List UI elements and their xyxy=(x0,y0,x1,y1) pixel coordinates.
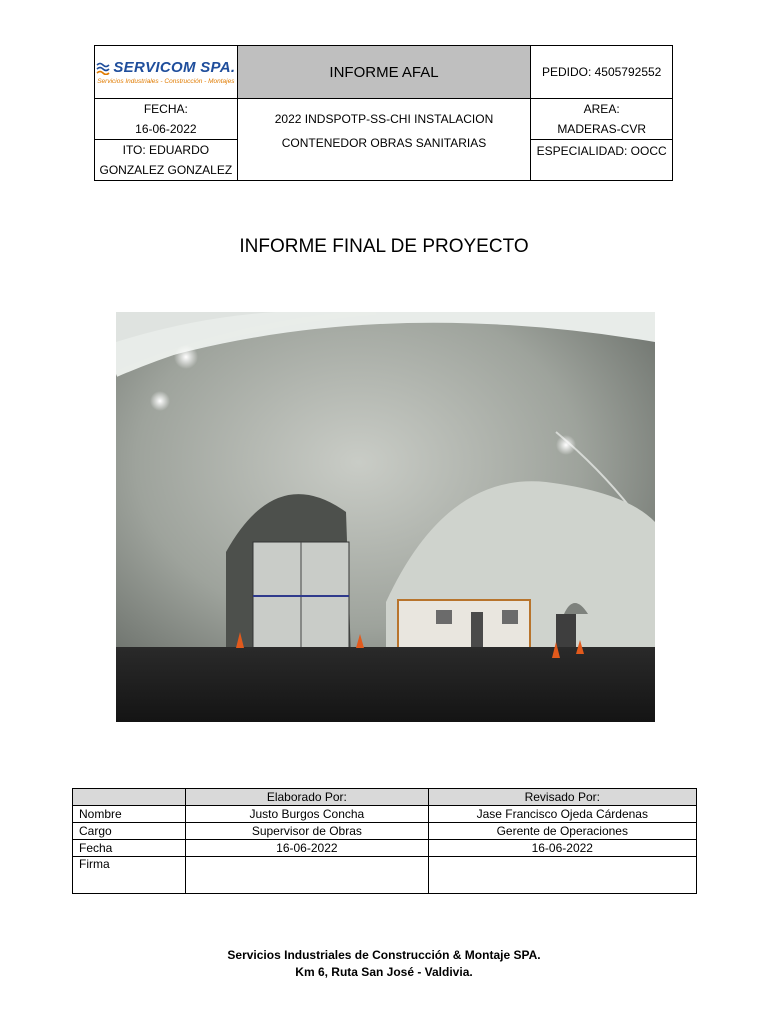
ito-line2: GONZALEZ GONZALEZ xyxy=(99,163,233,177)
pedido: PEDIDO: 4505792552 xyxy=(531,46,673,99)
footer-company: Servicios Industriales de Construcción & Montaje SPA. xyxy=(227,948,541,962)
fecha-cell xyxy=(95,99,238,140)
row-label: Nombre xyxy=(73,806,186,823)
area-label: AREA: xyxy=(583,102,620,116)
table-row xyxy=(73,840,697,857)
description-line2: CONTENEDOR OBRAS SANITARIAS xyxy=(281,136,487,150)
logo-cell xyxy=(95,46,238,99)
fecha-label: FECHA: xyxy=(143,102,188,116)
blank-header-cell xyxy=(73,789,186,806)
revisado-value: Jase Francisco Ojeda Cárdenas xyxy=(428,806,696,823)
fecha-value: 16-06-2022 xyxy=(135,122,197,136)
footer-address: Km 6, Ruta San José - Valdivia. xyxy=(295,965,473,979)
table-row xyxy=(73,806,697,823)
revisado-header: Revisado Por: xyxy=(428,789,696,806)
company-logo xyxy=(95,46,237,98)
row-label: Fecha xyxy=(73,840,186,857)
revisado-value: Gerente de Operaciones xyxy=(428,823,696,840)
signatures-table xyxy=(72,788,697,894)
especialidad: ESPECIALIDAD: OOCC xyxy=(531,140,673,181)
ito-cell xyxy=(95,140,238,181)
project-photo xyxy=(116,312,655,722)
area-cell xyxy=(531,99,673,140)
wave-logo-icon xyxy=(96,61,110,75)
signatures-header-row xyxy=(73,789,697,806)
elaborado-signature xyxy=(186,857,428,894)
elaborado-value: Justo Burgos Concha xyxy=(186,806,428,823)
elaborado-value: Supervisor de Obras xyxy=(186,823,428,840)
project-description xyxy=(237,99,531,181)
revisado-signature xyxy=(428,857,696,894)
row-label: Firma xyxy=(73,857,186,894)
logo-brand: SERVICOM SPA. xyxy=(113,59,236,76)
report-type: INFORME AFAL xyxy=(237,46,531,99)
document-title: INFORME FINAL DE PROYECTO xyxy=(239,236,529,257)
logo-tagline: Servicios Industriales - Construcción - Montajes xyxy=(97,78,235,85)
row-label: Cargo xyxy=(73,823,186,840)
elaborado-value: 16-06-2022 xyxy=(186,840,428,857)
table-row xyxy=(73,823,697,840)
elaborado-header: Elaborado Por: xyxy=(186,789,428,806)
ito-line1: ITO: EDUARDO xyxy=(122,143,210,157)
footer xyxy=(0,947,768,981)
area-value: MADERAS-CVR xyxy=(557,122,646,136)
revisado-value: 16-06-2022 xyxy=(428,840,696,857)
table-row xyxy=(73,857,697,894)
description-line1: 2022 INDSPOTP-SS-CHI INSTALACION xyxy=(274,112,494,126)
tunnel-dome-photo xyxy=(116,312,655,722)
header-table xyxy=(94,45,673,181)
